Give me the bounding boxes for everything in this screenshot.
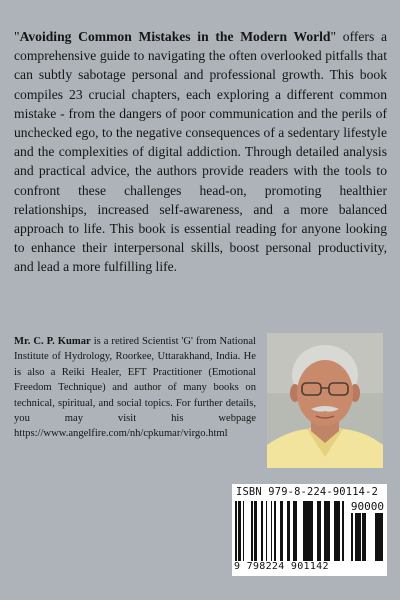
barcode-bar xyxy=(378,513,379,561)
barcode-bar xyxy=(266,501,267,561)
barcode-bar xyxy=(379,513,381,561)
author-photo xyxy=(267,333,383,468)
price-barcode-bars xyxy=(351,513,384,561)
close-quote: " xyxy=(330,29,337,44)
isbn-barcode xyxy=(232,484,387,576)
barcode-bar xyxy=(293,501,295,561)
isbn-label: ISBN 979-8-224-90114-2 xyxy=(236,486,379,498)
barcode-bar xyxy=(364,513,365,561)
barcode-bar xyxy=(275,501,276,561)
barcode-bar xyxy=(243,501,244,561)
open-quote: " xyxy=(14,29,20,44)
barcode-bar xyxy=(325,501,327,561)
barcode-bar xyxy=(324,501,325,561)
author-name: Mr. C. P. Kumar xyxy=(14,336,91,347)
barcode-bar xyxy=(280,501,283,561)
barcode-bar xyxy=(329,501,330,561)
barcode-bar xyxy=(310,501,313,561)
barcode-bar xyxy=(342,501,344,561)
author-bio xyxy=(14,334,256,442)
barcode-bar xyxy=(327,501,329,561)
price-code: 90000 xyxy=(350,500,384,513)
barcode-bar xyxy=(362,513,364,561)
barcode-bar xyxy=(339,501,340,561)
barcode-bar xyxy=(261,501,263,561)
barcode-bar xyxy=(235,501,237,561)
barcode-bar xyxy=(334,501,337,561)
barcode-bar xyxy=(381,513,383,561)
barcode-bar xyxy=(307,501,310,561)
barcode-bar xyxy=(254,501,257,561)
barcode-bar xyxy=(304,501,307,561)
barcode-bar xyxy=(351,513,353,561)
barcode-bar xyxy=(320,501,321,561)
barcode-bar xyxy=(355,513,358,561)
barcode-digits: 9 798224 901142 xyxy=(234,561,329,572)
barcode-bar xyxy=(303,501,304,561)
barcode-bar xyxy=(240,501,241,561)
blurb-text: offers a comprehensive guide to navigating the often overlooked pitfalls that can subtly sabotage personal and professional growth. This book compiles 23 crucial chapters, each exploring a different common mistake - from the dangers of poor communication and the perils of unchecked ego, to the negative consequences of a sedentary lifestyle and the complexities of digital addiction. Through detailed analysis and practical advice, the authors provide readers with the tools to confront these challenges head-on, promoting healthier relationships, increased self-awareness, and a more balanced approach to life. This book is essential reading for anyone looking to enhance their interpersonal skills, boost personal productivity, and lead a more fulfilling life. xyxy=(14,29,387,275)
barcode-bar xyxy=(271,501,272,561)
author-bio-text: is a retired Scientist 'G' from National Institute of Hydrology, Roorkee, Uttarakhand, India. He is also a Reiki Healer, EFT Practitioner (Emotional Freedom Technique) and author of many books on technical, spiritual, and social topics. For further details, you may visit his webpage https://www.angelfire.com/nh/cpkumar/virgo.html xyxy=(14,336,256,440)
barcode-bar xyxy=(358,513,361,561)
barcode-bar xyxy=(365,513,366,561)
back-cover-blurb xyxy=(14,27,387,277)
book-title: Avoiding Common Mistakes in the Modern World xyxy=(19,29,331,44)
barcode-bar xyxy=(274,501,275,561)
barcode-bar xyxy=(375,513,378,561)
barcode-bar xyxy=(317,501,320,561)
barcode-bar xyxy=(295,501,297,561)
barcode-bar xyxy=(251,501,253,561)
barcode-bars xyxy=(235,501,347,561)
barcode-bar xyxy=(238,501,240,561)
barcode-bar xyxy=(287,501,290,561)
barcode-bar xyxy=(337,501,339,561)
